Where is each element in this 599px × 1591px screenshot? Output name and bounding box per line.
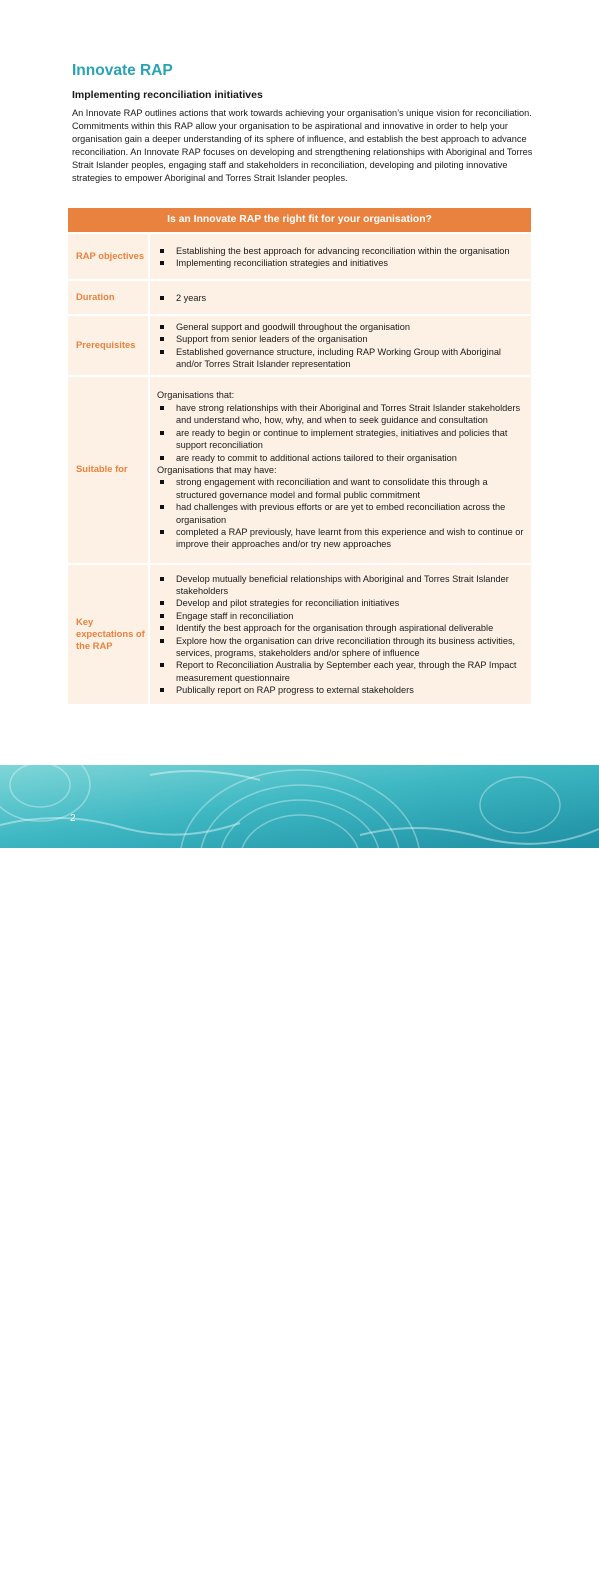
bullet-item: Establishing the best approach for advancing reconciliation within the organisation (157, 245, 525, 257)
table-row-key-expectations (68, 564, 531, 704)
page-title: Innovate RAP (72, 62, 173, 79)
row-content (149, 564, 531, 704)
row-label: Key expectations of the RAP (68, 564, 149, 704)
row-label: Prerequisites (68, 315, 149, 376)
rainbow-arch-logo-icon (482, 1545, 532, 1569)
bullet-list (157, 573, 525, 697)
bullet-item: Develop mutually beneficial relationships with Aboriginal and Torres Strait Islander stakeholders (157, 573, 525, 598)
bullet-item: Develop and pilot strategies for reconciliation initiatives (157, 597, 525, 609)
bullet-item: Report to Reconciliation Australia by September each year, through the RAP Impact measurement questionnaire (157, 659, 525, 684)
bullet-item: 2 years (157, 292, 525, 304)
footer-wave-pattern (0, 765, 599, 848)
bullet-item: are ready to begin or continue to implement strategies, initiatives and policies that support reconciliation (157, 427, 525, 452)
bullet-item: strong engagement with reconciliation and want to consolidate this through a structured governance model and formal public commitment (157, 476, 525, 501)
table-row-rap-objectives (68, 233, 531, 280)
row-content (149, 280, 531, 315)
table-header: Is an Innovate RAP the right fit for your organisation? (68, 208, 531, 233)
logo-sub-text: ACTION PLAN (482, 1585, 532, 1591)
group-intro: Organisations that may have: (157, 464, 277, 475)
bullet-list (157, 476, 525, 550)
table-row-prerequisites (68, 315, 531, 376)
row-content (149, 315, 531, 376)
reconciliation-logo (462, 1545, 552, 1591)
bullet-list (157, 321, 525, 371)
rap-fit-table (68, 208, 531, 704)
bullet-item: completed a RAP previously, have learnt from this experience and wish to continue or improve their approaches and/or try new approaches (157, 526, 525, 551)
row-label: Duration (68, 280, 149, 315)
bullet-item: Engage staff in reconciliation (157, 610, 525, 622)
bullet-item: had challenges with previous efforts or are yet to embed reconciliation across the organisation (157, 501, 525, 526)
bullet-item: Identify the best approach for the organisation through aspirational deliverable (157, 622, 525, 634)
bullet-list (157, 245, 525, 270)
bullet-list (157, 292, 525, 304)
group-intro: Organisations that: (157, 390, 235, 401)
logo-main-text: RECONCILIATION (471, 1576, 543, 1585)
bullet-item: Implementing reconciliation strategies and initiatives (157, 257, 525, 269)
row-content (149, 376, 531, 564)
table-row-duration (68, 280, 531, 315)
row-content (149, 233, 531, 280)
bullet-item: Established governance structure, including RAP Working Group with Aboriginal and/or Torres Strait Islander representation (157, 346, 525, 371)
row-label: Suitable for (68, 376, 149, 564)
page-number: 2 (70, 813, 76, 824)
row-label: RAP objectives (68, 233, 149, 280)
section-subtitle: Implementing reconciliation initiatives (72, 89, 263, 101)
footer-banner (0, 765, 599, 1591)
bullet-item: General support and goodwill throughout the organisation (157, 321, 525, 333)
bullet-item: Publically report on RAP progress to external stakeholders (157, 684, 525, 696)
intro-paragraph: An Innovate RAP outlines actions that work towards achieving your organisation’s unique vision for reconciliation. Commitments within this RAP allow your organisation to be aspirational and innovative in order to help your organisation gain a deeper understanding of its sphere of influence, and establish the best approach to advance reconciliation. An Innovate RAP focuses on developing and strengthening relationships with Aboriginal and Torres Strait Islander peoples, engaging staff and stakeholders in reconciliation, developing and piloting innovative strategies to empower Aboriginal and Torres Strait Islander peoples. (72, 108, 533, 184)
bullet-item: Support from senior leaders of the organisation (157, 333, 525, 345)
bullet-item: have strong relationships with their Aboriginal and Torres Strait Islander stakeholders and understand who, how, why, and when to seek guidance and consultation (157, 402, 525, 427)
bullet-item: Explore how the organisation can drive reconciliation through its business activities, services, programs, stakeholders and/or sphere of influence (157, 635, 525, 660)
bullet-item: are ready to commit to additional actions tailored to their organisation (157, 452, 525, 464)
table-row-suitable-for (68, 376, 531, 564)
bullet-list (157, 402, 525, 464)
